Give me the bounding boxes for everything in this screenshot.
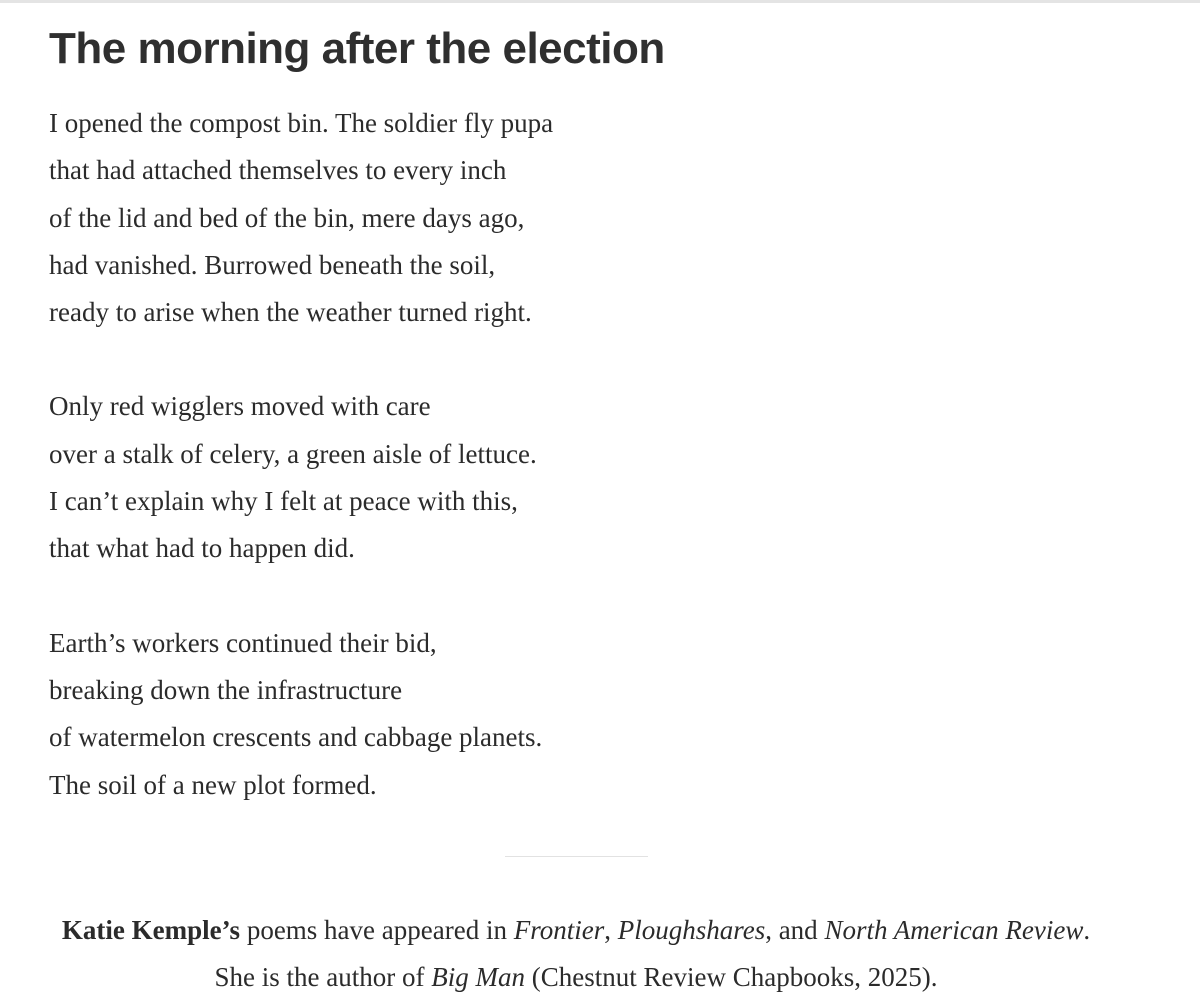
author-bio — [40, 907, 1112, 1000]
poem-line: over a stalk of celery, a green aisle of lettuce. — [49, 438, 537, 469]
poem-line: Only red wigglers moved with care — [49, 391, 431, 422]
bio-text: , — [604, 915, 618, 945]
poem-line: of watermelon crescents and cabbage planets. — [49, 722, 543, 753]
publication-title: Frontier — [513, 915, 605, 945]
poem-line: Earth’s workers continued their bid, — [49, 627, 437, 658]
stanza-1 — [49, 100, 553, 336]
poem-line: had vanished. Burrowed beneath the soil, — [49, 249, 496, 280]
poem-line: I opened the compost bin. The soldier fly pupa — [49, 108, 554, 138]
author-name: Katie Kemple’s — [61, 915, 241, 945]
poem-body — [49, 100, 553, 856]
poem-line: ready to arise when the weather turned right. — [49, 297, 532, 328]
poem-title: The morning after the election — [49, 24, 665, 73]
book-title: Big Man — [431, 962, 525, 992]
poem-line: I can’t explain why I felt at peace with this, — [49, 486, 518, 517]
stanza-2 — [49, 383, 553, 572]
bio-text: (Chestnut Review Chapbooks, 2025). — [525, 962, 938, 992]
poem-line: The soil of a new plot formed. — [49, 769, 377, 800]
section-divider — [505, 856, 648, 857]
bio-text: . She is the author of — [214, 915, 1091, 992]
bio-text: , and — [765, 915, 825, 945]
stanza-3 — [49, 620, 553, 809]
poem-line: that what had to happen did. — [49, 533, 355, 564]
poem-line: that had attached themselves to every inch — [49, 155, 507, 186]
poem-line: of the lid and bed of the bin, mere days ago, — [49, 202, 525, 233]
top-border — [0, 0, 1200, 3]
publication-title: North American Review — [824, 915, 1084, 945]
poem-line: breaking down the infrastructure — [49, 674, 403, 705]
bio-text: poems have appeared in — [240, 915, 514, 945]
publication-title: Ploughshares — [617, 915, 766, 945]
